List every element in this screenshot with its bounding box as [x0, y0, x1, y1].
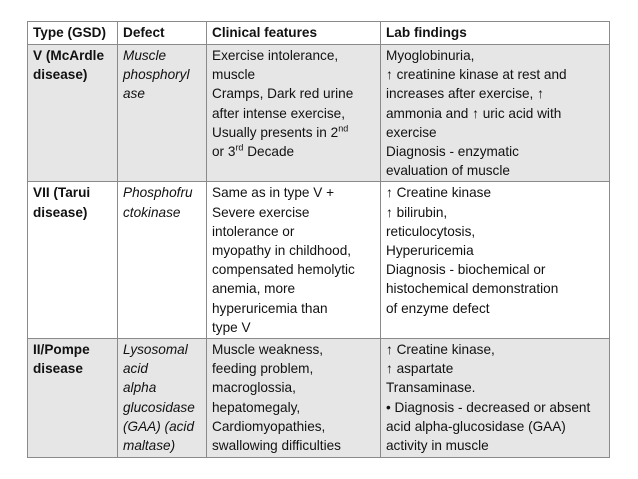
- cell-lab: [381, 182, 610, 339]
- cell-line: acid: [123, 361, 148, 377]
- cell-line: ammonia and ↑ uric acid with: [386, 105, 562, 121]
- cell-line: acid alpha-glucosidase (GAA): [386, 418, 566, 434]
- cell-lab: [381, 339, 610, 458]
- table-row: [28, 45, 610, 182]
- cell-line: alpha: [123, 380, 157, 396]
- cell-line: • Diagnosis - decreased or absent: [386, 399, 591, 415]
- cell-line: after intense exercise,: [212, 105, 345, 121]
- cell-line: Diagnosis - biochemical or: [386, 262, 546, 278]
- cell-type: [28, 339, 118, 458]
- cell-line: Diagnosis - enzymatic: [386, 144, 519, 160]
- cell-line: compensated hemolytic: [212, 262, 355, 278]
- cell-line: increases after exercise, ↑: [386, 86, 544, 102]
- cell-line: feeding problem,: [212, 361, 314, 377]
- cell-line: ↑ Creatine kinase,: [386, 342, 495, 358]
- cell-line: Muscle: [123, 48, 167, 63]
- cell-line: Myoglobinuria,: [386, 48, 475, 63]
- cell-line: hepatomegaly,: [212, 399, 301, 415]
- header-row: [28, 22, 610, 45]
- cell-line: Severe exercise: [212, 204, 310, 220]
- cell-line: Same as in type V +: [212, 185, 335, 201]
- cell-line: ↑ Creatine kinase: [386, 185, 492, 201]
- cell-defect: [118, 182, 207, 339]
- cell-defect: [118, 45, 207, 182]
- cell-line: Hyperuricemia: [386, 243, 474, 259]
- cell-line: Cramps, Dark red urine: [212, 86, 354, 102]
- cell-line: Usually presents in 2nd: [212, 123, 349, 140]
- cell-line: V (McArdle: [33, 48, 105, 63]
- cell-lab: [381, 45, 610, 182]
- table-row: [28, 339, 610, 458]
- cell-line: ↑ bilirubin,: [386, 204, 448, 220]
- cell-defect: [118, 339, 207, 458]
- header-lab-findings: Lab findings: [381, 22, 610, 45]
- header-clinical-features: Clinical features: [207, 22, 381, 45]
- cell-line: maltase): [123, 438, 176, 454]
- cell-line: evaluation of muscle: [386, 163, 510, 179]
- cell-line: phosphoryl: [123, 67, 190, 83]
- gsd-table: [27, 21, 610, 458]
- cell-line: activity in muscle: [386, 438, 489, 454]
- table-row: [28, 182, 610, 339]
- cell-line: anemia, more: [212, 281, 296, 297]
- cell-type: [28, 45, 118, 182]
- cell-line: ase: [123, 86, 145, 102]
- cell-line: Lysosomal: [123, 342, 188, 358]
- cell-clinical: [207, 45, 381, 182]
- cell-line: disease): [33, 204, 88, 220]
- cell-clinical: [207, 339, 381, 458]
- cell-line: II/Pompe: [33, 342, 90, 358]
- cell-line: myopathy in childhood,: [212, 243, 352, 259]
- cell-line: glucosidase: [123, 399, 195, 415]
- cell-line: Cardiomyopathies,: [212, 418, 326, 434]
- cell-line: macroglossia,: [212, 380, 296, 396]
- cell-line: ↑ aspartate: [386, 361, 454, 377]
- cell-line: muscle: [212, 67, 256, 83]
- cell-line: swallowing difficulties: [212, 438, 341, 454]
- header-defect: Defect: [118, 22, 207, 45]
- cell-line: Transaminase.: [386, 380, 476, 396]
- cell-line: of enzyme defect: [386, 300, 490, 316]
- cell-line: Phosphofru: [123, 185, 193, 201]
- cell-line: hyperuricemia than: [212, 300, 328, 316]
- cell-line: reticulocytosis,: [386, 223, 476, 239]
- cell-line: intolerance or: [212, 223, 295, 239]
- cell-line: Muscle weakness,: [212, 342, 324, 358]
- cell-line: type V: [212, 319, 251, 335]
- cell-line: ↑ creatinine kinase at rest and: [386, 67, 567, 83]
- cell-line: disease): [33, 67, 88, 83]
- cell-line: Exercise intolerance,: [212, 48, 339, 63]
- cell-line: (GAA) (acid: [123, 418, 195, 434]
- cell-line: histochemical demonstration: [386, 281, 559, 297]
- cell-type: [28, 182, 118, 339]
- cell-line: disease: [33, 361, 83, 377]
- header-type: Type (GSD): [28, 22, 118, 45]
- cell-line: VII (Tarui: [33, 185, 91, 201]
- cell-line: ctokinase: [123, 204, 181, 220]
- cell-line: exercise: [386, 124, 437, 140]
- cell-line: or 3rd Decade: [212, 142, 295, 160]
- cell-clinical: [207, 182, 381, 339]
